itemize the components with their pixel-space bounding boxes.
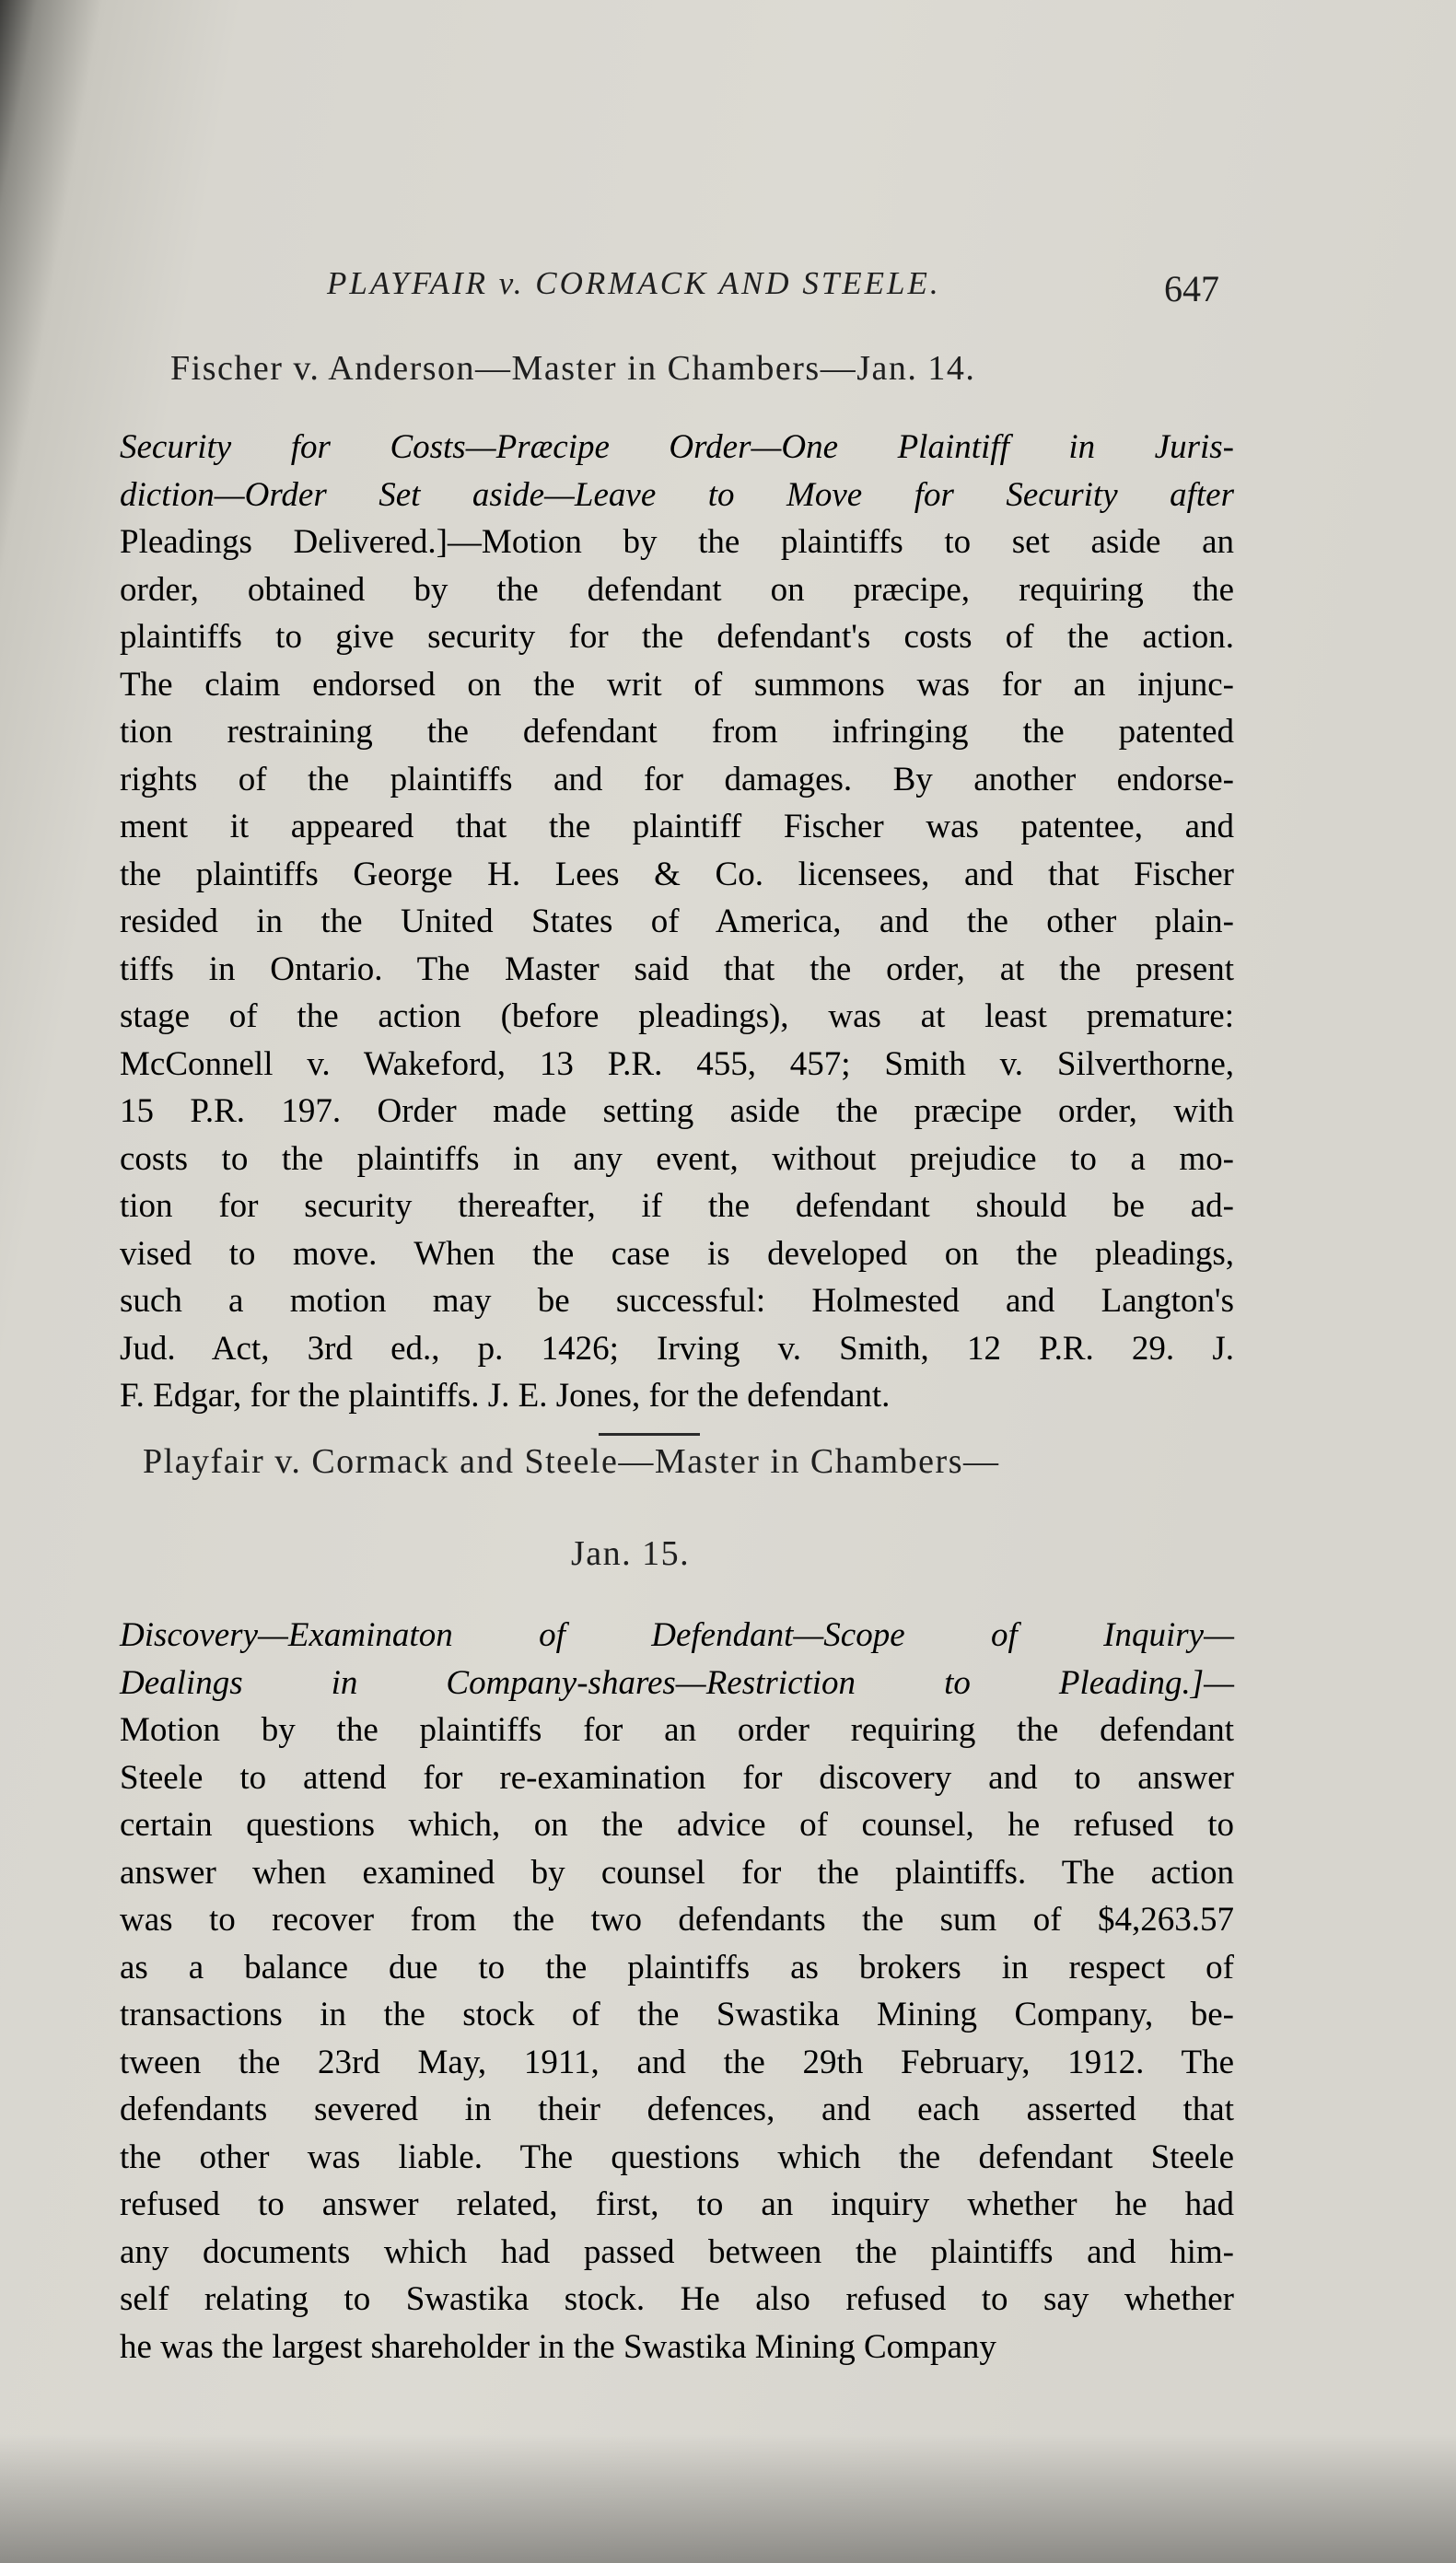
text-line: resided in the United States of America, and the other plain- [120, 903, 1234, 940]
text-line: Pleadings Delivered.]—Motion by the plaintiffs to set aside an [120, 523, 1234, 561]
text-line: certain questions which, on the advice of counsel, he refused to [120, 1806, 1234, 1844]
text-line: vised to move. When the case is developed on the pleadings, [120, 1234, 1234, 1273]
text-line: transactions in the stock of the Swastika Mining Company, be- [120, 1996, 1234, 2033]
text-line: such a motion may be successful: Holmested and Langton's [120, 1282, 1234, 1320]
case-heading-playfair: Playfair v. Cormack and Steele—Master in Chambers— [143, 1442, 1000, 1481]
text-line: Discovery—Examinaton of Defendant—Scope of Inquiry— [120, 1616, 1234, 1654]
text-line: refused to answer related, first, to an inquiry whether he had [120, 2185, 1234, 2223]
text-line: Security for Costs—Præcipe Order—One Plaintiff in Juris- [120, 428, 1234, 466]
text-line: was to recover from the two defendants the sum of $4,263.57 [120, 1901, 1234, 1939]
case-text-playfair [120, 1612, 1234, 2371]
running-head: PLAYFAIR v. CORMACK AND STEELE. [327, 265, 941, 301]
text-line: Motion by the plaintiffs for an order requiring the defendant [120, 1711, 1234, 1749]
page-number: 647 [1164, 268, 1219, 309]
section-divider [599, 1433, 700, 1436]
text-line: answer when examined by counsel for the plaintiffs. The action [120, 1853, 1234, 1892]
text-line: Dealings in Company-shares—Restriction to Pleading.]— [120, 1663, 1234, 1702]
text-line: tion restraining the defendant from infringing the patented [120, 713, 1234, 751]
text-line: F. Edgar, for the plaintiffs. J. E. Jones, for the defendant. [120, 1377, 891, 1415]
text-line: as a balance due to the plaintiffs as brokers in respect of [120, 1948, 1234, 1986]
text-line: Jud. Act, 3rd ed., p. 1426; Irving v. Smith, 12 P.R. 29. J. [120, 1329, 1234, 1368]
text-line: The claim endorsed on the writ of summons was for an injunc- [120, 665, 1234, 704]
text-line: rights of the plaintiffs and for damages. By another endorse- [120, 760, 1234, 798]
text-line: McConnell v. Wakeford, 13 P.R. 455, 457; Smith v. Silverthorne, [120, 1044, 1234, 1083]
text-line: diction—Order Set aside—Leave to Move for Security after [120, 475, 1234, 514]
case-heading-fischer: Fischer v. Anderson—Master in Chambers—Jan. 14. [170, 349, 976, 388]
text-line: costs to the plaintiffs in any event, without prejudice to a mo- [120, 1139, 1234, 1178]
text-line: self relating to Swastika stock. He also refused to say whether [120, 2280, 1234, 2318]
text-line: plaintiffs to give security for the defendant's costs of the action. [120, 618, 1234, 656]
text-line: the plaintiffs George H. Lees & Co. licensees, and that Fischer [120, 855, 1234, 893]
text-line: defendants severed in their defences, and each asserted that [120, 2091, 1234, 2128]
text-line: order, obtained by the defendant on præcipe, requiring the [120, 570, 1234, 609]
text-line: stage of the action (before pleadings), was at least premature: [120, 997, 1234, 1035]
text-line: 15 P.R. 197. Order made setting aside the præcipe order, with [120, 1092, 1234, 1130]
text-line: he was the largest shareholder in the Swastika Mining Company [120, 2327, 996, 2366]
text-line: tiffs in Ontario. The Master said that the order, at the present [120, 949, 1234, 988]
text-line: Steele to attend for re-examination for discovery and to answer [120, 1758, 1234, 1797]
text-line: ment it appeared that the plaintiff Fischer was patentee, and [120, 808, 1234, 845]
text-line: any documents which had passed between the plaintiffs and him- [120, 2232, 1234, 2271]
text-line: tween the 23rd May, 1911, and the 29th February, 1912. The [120, 2043, 1234, 2081]
text-line: the other was liable. The questions which the defendant Steele [120, 2138, 1234, 2176]
case-text-fischer [120, 424, 1234, 1420]
case-heading-playfair-date: Jan. 15. [571, 1534, 691, 1573]
text-line: tion for security thereafter, if the defendant should be ad- [120, 1187, 1234, 1225]
